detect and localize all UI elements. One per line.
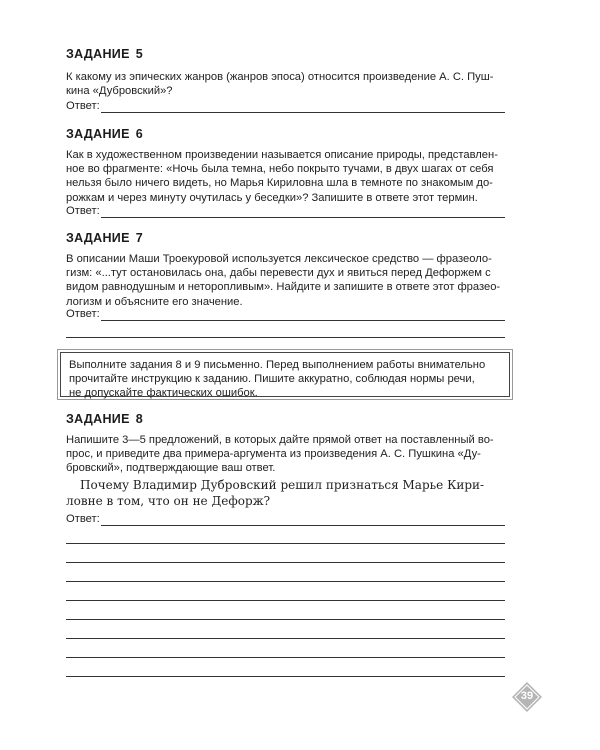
instruction-text (69, 358, 505, 401)
text-line: гизм: «...тут остановилась она, дабы перевести дух и явиться перед Дефоржем с (66, 267, 491, 280)
task-7-text (66, 252, 506, 309)
text-line: рожкам и через минуту очутилась у беседки»? Запишите в ответе этот термин. (66, 191, 478, 204)
text-line: прочитайте инструкцию к заданию. Пишите аккуратно, соблюдая нормы речи, (69, 373, 475, 386)
text-line: К какому из эпических жанров (жанров эпоса) относится произведение А. С. Пуш- (66, 71, 494, 83)
task-5-answer-line[interactable] (101, 112, 505, 113)
task-number: 5 (135, 47, 143, 61)
text-line: Выполните задания 8 и 9 письменно. Перед выполнением работы внимательно (69, 359, 486, 371)
task-5-title (66, 47, 143, 61)
text-line: Как в художественном произведении называется описание природы, представлен- (66, 149, 498, 161)
text-line: логизм и объясните его значение. (66, 295, 243, 308)
task-8-answer-line-9[interactable] (66, 676, 505, 677)
task-label: ЗАДАНИЕ (66, 127, 130, 141)
task-label: ЗАДАНИЕ (66, 47, 130, 61)
task-7-answer-line[interactable] (101, 320, 505, 321)
text-line: ное во фрагменте: «Ночь была темна, небо покрыто тучами, в двух шагах от себя (66, 163, 494, 176)
task-7-answer-label: Ответ: (66, 308, 100, 320)
task-6-answer-line[interactable] (101, 217, 505, 218)
task-8-answer-line-8[interactable] (66, 657, 505, 658)
task-label: ЗАДАНИЕ (66, 412, 130, 426)
task-6-title (66, 127, 143, 141)
text-line: видом равнодушным и неторопливым». Найдите и запишите в ответе этот фразео- (66, 281, 501, 294)
text-line: бровский», подтверждающие ваш ответ. (66, 462, 276, 475)
question-line: Почему Владимир Дубровский решил признаться Марье Кири- (80, 478, 485, 492)
task-number: 6 (135, 127, 143, 141)
question-line: ловне в том, что он не Дефорж? (66, 493, 271, 508)
text-line: нельзя было ничего видеть, но Марья Кириловна шла в темноте по знакомым до- (66, 177, 493, 190)
task-number: 8 (135, 412, 143, 426)
text-line: Напишите 3—5 предложений, в которых дайте прямой ответ на поставленный во- (66, 434, 494, 446)
task-label: ЗАДАНИЕ (66, 231, 130, 245)
task-8-text (66, 433, 506, 476)
task-8-answer-line-3[interactable] (66, 562, 505, 563)
text-line: не допускайте фактических ошибок. (69, 387, 258, 400)
task-8-answer-line-4[interactable] (66, 581, 505, 582)
text-line: кина «Дубровский»? (66, 85, 173, 98)
task-8-answer-label: Ответ: (66, 513, 100, 525)
task-7-title (66, 231, 143, 245)
task-5-answer-label: Ответ: (66, 100, 100, 112)
task-7-answer-line-2[interactable] (66, 337, 505, 338)
task-8-answer-line-5[interactable] (66, 600, 505, 601)
task-8-question (66, 478, 520, 509)
task-8-answer-line-2[interactable] (66, 543, 505, 544)
task-number: 7 (135, 231, 143, 245)
page-number: 39 (520, 690, 534, 702)
text-line: В описании Маши Троекуровой используется лексическое средство — фразеоло- (66, 253, 492, 265)
task-6-answer-label: Ответ: (66, 205, 100, 217)
task-8-answer-line-6[interactable] (66, 619, 505, 620)
task-8-answer-line-7[interactable] (66, 638, 505, 639)
task-8-answer-line-1[interactable] (101, 525, 505, 526)
task-5-text (66, 70, 506, 98)
page-number-badge (511, 681, 543, 713)
task-8-title (66, 412, 143, 426)
text-line: прос, и приведите два примера-аргумента из произведения А. С. Пушкина «Ду- (66, 448, 481, 461)
instruction-box (60, 352, 510, 400)
task-6-text (66, 148, 506, 205)
